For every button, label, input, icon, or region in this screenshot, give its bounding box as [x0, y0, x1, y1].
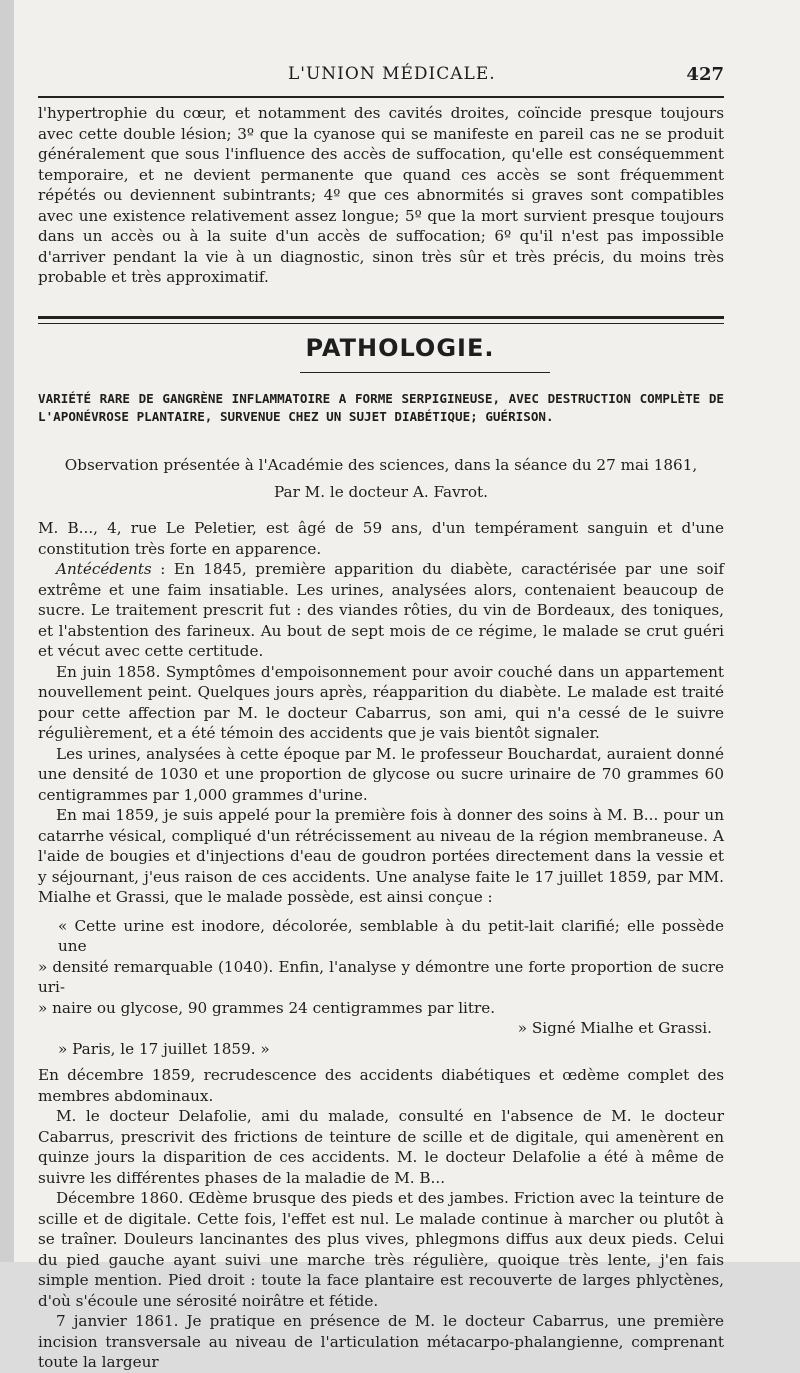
quote-line: » naire ou glycose, 90 grammes 24 centigrammes par litre. — [38, 998, 496, 1017]
paragraph: 7 janvier 1861. Je pratique en présence de M. le docteur Cabarrus, une première incision transversale au niveau de l'articulation métacarpo-phalangienne, comprenant toute la largeur — [38, 1312, 724, 1371]
quote-line: « Cette urine est inodore, décolorée, semblable à du petit-lait clarifié; elle possède une — [58, 916, 724, 955]
paragraph-label: Antécédents — [56, 560, 152, 578]
paragraph: M. le docteur Delafolie, ami du malade, consulté en l'absence de M. le docteur Cabarrus, prescrivit des frictions de teinture de scille et de digitale, qui amenèrent en quinze jours la disparition de ces accidents. M. le docteur Delafolie a été à même de suivre les différentes phases de la maladie de M. B... — [38, 1107, 724, 1187]
quote-line: » densité remarquable (1040). Enfin, l'analyse y démontre une forte proportion de sucre uri- — [38, 957, 724, 996]
article-title: VARIÉTÉ RARE DE GANGRÈNE INFLAMMATOIRE A FORME SERPIGINEUSE, AVEC DESTRUCTION COMPLÈTE DE L'APONÉVROSE PLANTAIRE, SURVENUE CHEZ UN SUJET DIABÉTIQUE; GUÉRISON. — [38, 391, 724, 424]
running-head — [38, 60, 724, 90]
journal-title: L'UNION MÉDICALE. — [288, 64, 496, 84]
page-number: 427 — [686, 64, 724, 85]
article-subtitle: Observation présentée à l'Académie des sciences, dans la séance du 27 mai 1861, — [64, 456, 698, 474]
header-rule — [38, 96, 724, 98]
paragraph: En mai 1859, je suis appelé pour la première fois à donner des soins à M. B... pour un catarrhe vésical, compliqué d'un rétrécissement au niveau de la région membraneuse. A l'aide de bougies et d'injections d'eau de goudron portées directement dans la vessie et y séjournant, j'eus raison de ces accidents. Une analyse faite le 17 juillet 1859, par MM. Mialhe et Grassi, que le malade possède, est ainsi conçue : — [38, 806, 724, 906]
page-gutter — [0, 0, 14, 1262]
paragraph: En décembre 1859, recrudescence des accidents diabétiques et œdème complet des membres abdominaux. — [38, 1066, 724, 1105]
quote-signature: » Signé Mialhe et Grassi. — [517, 1019, 712, 1037]
title-underline — [300, 372, 550, 373]
paragraph: En juin 1858. Symptômes d'empoisonnement pour avoir couché dans un appartement nouvellement peint. Quelques jours après, réapparition du diabète. Le malade est traité pour cette affection par M. le docteur Cabarrus, son ami, qui n'a cessé de le suivre régulièrement, et a été témoin des accidents que je vais bientôt signaler. — [38, 662, 724, 742]
article-body — [38, 518, 724, 1373]
quote-place: » Paris, le 17 juillet 1859. » — [58, 1039, 270, 1058]
paragraph: Antécédents : En 1845, première apparition du diabète, caractérisée par une soif extrême et une faim insatiable. Les urines, analysées alors, contenaient beaucoup de sucre. Le traitement prescrit fut : des viandes rôties, du vin de Bordeaux, des toniques, et l'abstention des farineux. Au bout de sept mois de ce régime, le malade se crut guéri et vécut avec cette certitude. — [38, 560, 724, 660]
paragraph: M. B..., 4, rue Le Peletier, est âgé de 59 ans, d'un tempérament sanguin et d'une constitution très forte en apparence. — [38, 519, 724, 558]
section-rule-top — [38, 316, 724, 319]
section-title: PATHOLOGIE. — [305, 334, 495, 362]
paragraph: Décembre 1860. Œdème brusque des pieds et des jambes. Friction avec la teinture de scille et de digitale. Cette fois, l'effet est nul. Le malade continue à marcher ou plutôt à se traîner. Douleurs lancinantes des plus vives, phlegmons diffus aux deux pieds. Celui du pied gauche ayant suivi une marche très régulière, quoique très lente, j'en fais simple mention. Pied droit : toute la face plantaire est recouverte de larges phlyctènes, d'où s'écoule une sérosité noirâtre et fétide. — [38, 1189, 724, 1310]
section-rule-bottom — [38, 323, 724, 324]
author-line: Par M. le docteur A. Favrot. — [274, 483, 488, 501]
article-author — [38, 482, 724, 503]
paragraph: Les urines, analysées à cette époque par M. le professeur Bouchardat, auraient donné une densité de 1030 et une proportion de glycose ou sucre urinaire de 70 grammes 60 centigrammes par 1,000 grammes d'urine. — [38, 744, 724, 804]
intro-paragraph: l'hypertrophie du cœur, et notamment des cavités droites, coïncide presque toujours avec cette double lésion; 3º que la cyanose qui se manifeste en pareil cas ne se produit généralement que sous l'influence des accès de suffocation, qu'elle est conséquemment temporaire, et ne devient permanente que quand ces accès se sont fréquemment répétés ou deviennent subintrants; 4º que ces abnormités si graves sont compatibles avec une existence relativement assez longue; 5º que la mort survient presque toujours dans un accès ou à la suite d'un accès de suffocation; 6º qu'il n'est pas impossible d'arriver pendant la vie à un diagnostic, sinon très sûr et très précis, du moins très probable et très approximatif. — [38, 104, 724, 286]
